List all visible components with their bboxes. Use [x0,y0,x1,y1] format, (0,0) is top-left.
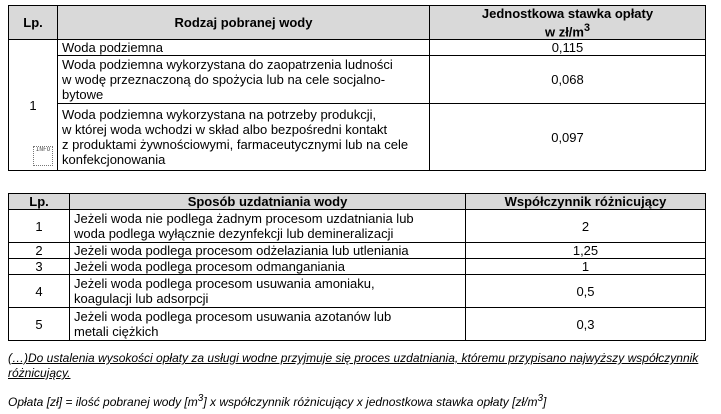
formula-part2: ] x współczynnik różnicujący x jednostkowa stawka opłaty [zł/m [203,395,538,409]
desc-line: z produktami żywnościowymi, farmaceutycznymi lub na cele [62,137,409,153]
table2-row5-desc [70,308,466,341]
table1-header-stawka [430,6,706,40]
treatment-note-text: (…)Do ustalenia wysokości opłaty za usługi wodne przyjmuje się proces uzdatniania, któremu przypisano najwyższy współczynnik różnicujący. [8,351,699,380]
table1-row2-value: 0,068 [430,56,706,104]
desc-line: w której woda wchodzi w skład albo bezpośredni kontakt [62,122,388,138]
table2-row2-desc: Jeżeli woda podlega procesom odżelaziania lub utleniania [70,243,466,259]
desc-line: Woda podziemna wykorzystana na potrzeby produkcji, [62,107,377,123]
table1-header-stawka-line1: Jednostkowa stawka opłaty [481,6,654,21]
table1-header-row [9,6,706,40]
table2-row4-desc [70,275,466,308]
table-row [9,104,706,171]
table-row [9,259,706,275]
table-row [9,56,706,104]
table1-header-stawka-line2: w zł/m [544,24,584,40]
table2-row1-lp: 1 [9,210,70,243]
table2-row2-value: 1,25 [466,243,706,259]
formula-sup2: 3 [537,393,544,404]
info-stamp-icon: INFO [33,146,53,166]
desc-line: woda podlega wyłącznie dezynfekcji lub demineralizacji [74,226,394,241]
fee-formula [8,391,708,410]
desc-line: bytowe [62,87,104,103]
table2-row4-value: 0,5 [466,275,706,308]
table-row [9,308,706,341]
table2-header-wspolczynnik: Współczynnik różnicujący [466,194,706,210]
table2-row5-lp: 5 [9,308,70,341]
formula-part3: ] [543,395,547,409]
treatment-note [8,351,708,381]
table-row [9,40,706,56]
desc-line: metali ciężkich [74,324,159,339]
table1-header-stawka-sup: 3 [583,22,591,34]
formula-sup1: 3 [197,393,204,404]
desc-line: Jeżeli woda nie podlega żadnym procesom uzdatniania lub [74,211,414,226]
table2-row5-value: 0,3 [466,308,706,341]
table2-header-sposob: Sposób uzdatniania wody [70,194,466,210]
desc-line: Jeżeli woda podlega procesom usuwania amoniaku, [74,276,375,291]
formula-part1: Opłata [zł] = ilość pobranej wody [m [8,395,198,409]
table2-row1-value: 2 [466,210,706,243]
table1-group-lp: 1 [9,40,58,171]
table2-header-row [9,194,706,210]
table1-row2-desc [58,56,430,104]
desc-line: w wodę przeznaczoną do spożycia lub na cele socjalno- [62,72,386,88]
table-row [9,275,706,308]
desc-line: Woda podziemna wykorzystana do zaopatrzenia ludności [62,57,393,73]
table1-header-lp: Lp. [9,6,58,40]
table1-row3-desc [58,104,430,171]
table2-row3-lp: 3 [9,259,70,275]
table2-row1-desc [70,210,466,243]
table-row [9,210,706,243]
table2-row3-value: 1 [466,259,706,275]
table1-row1-value: 0,115 [430,40,706,56]
desc-line: Jeżeli woda podlega procesom usuwania azotanów lub [74,309,392,324]
table1-header-rodzaj: Rodzaj pobranej wody [58,6,430,40]
table1-row3-value: 0,097 [430,104,706,171]
desc-line: konfekcjonowania [62,152,166,168]
treatment-coefficient-table [8,193,706,341]
table2-header-lp: Lp. [9,194,70,210]
table2-row4-lp: 4 [9,275,70,308]
table1-row1-desc: Woda podziemna [58,40,430,56]
desc-line: koagulacji lub adsorpcji [74,291,209,306]
table2-row3-desc: Jeżeli woda podlega procesom odmanganiania [70,259,466,275]
water-rate-table [8,5,706,171]
table2-row2-lp: 2 [9,243,70,259]
table-row [9,243,706,259]
